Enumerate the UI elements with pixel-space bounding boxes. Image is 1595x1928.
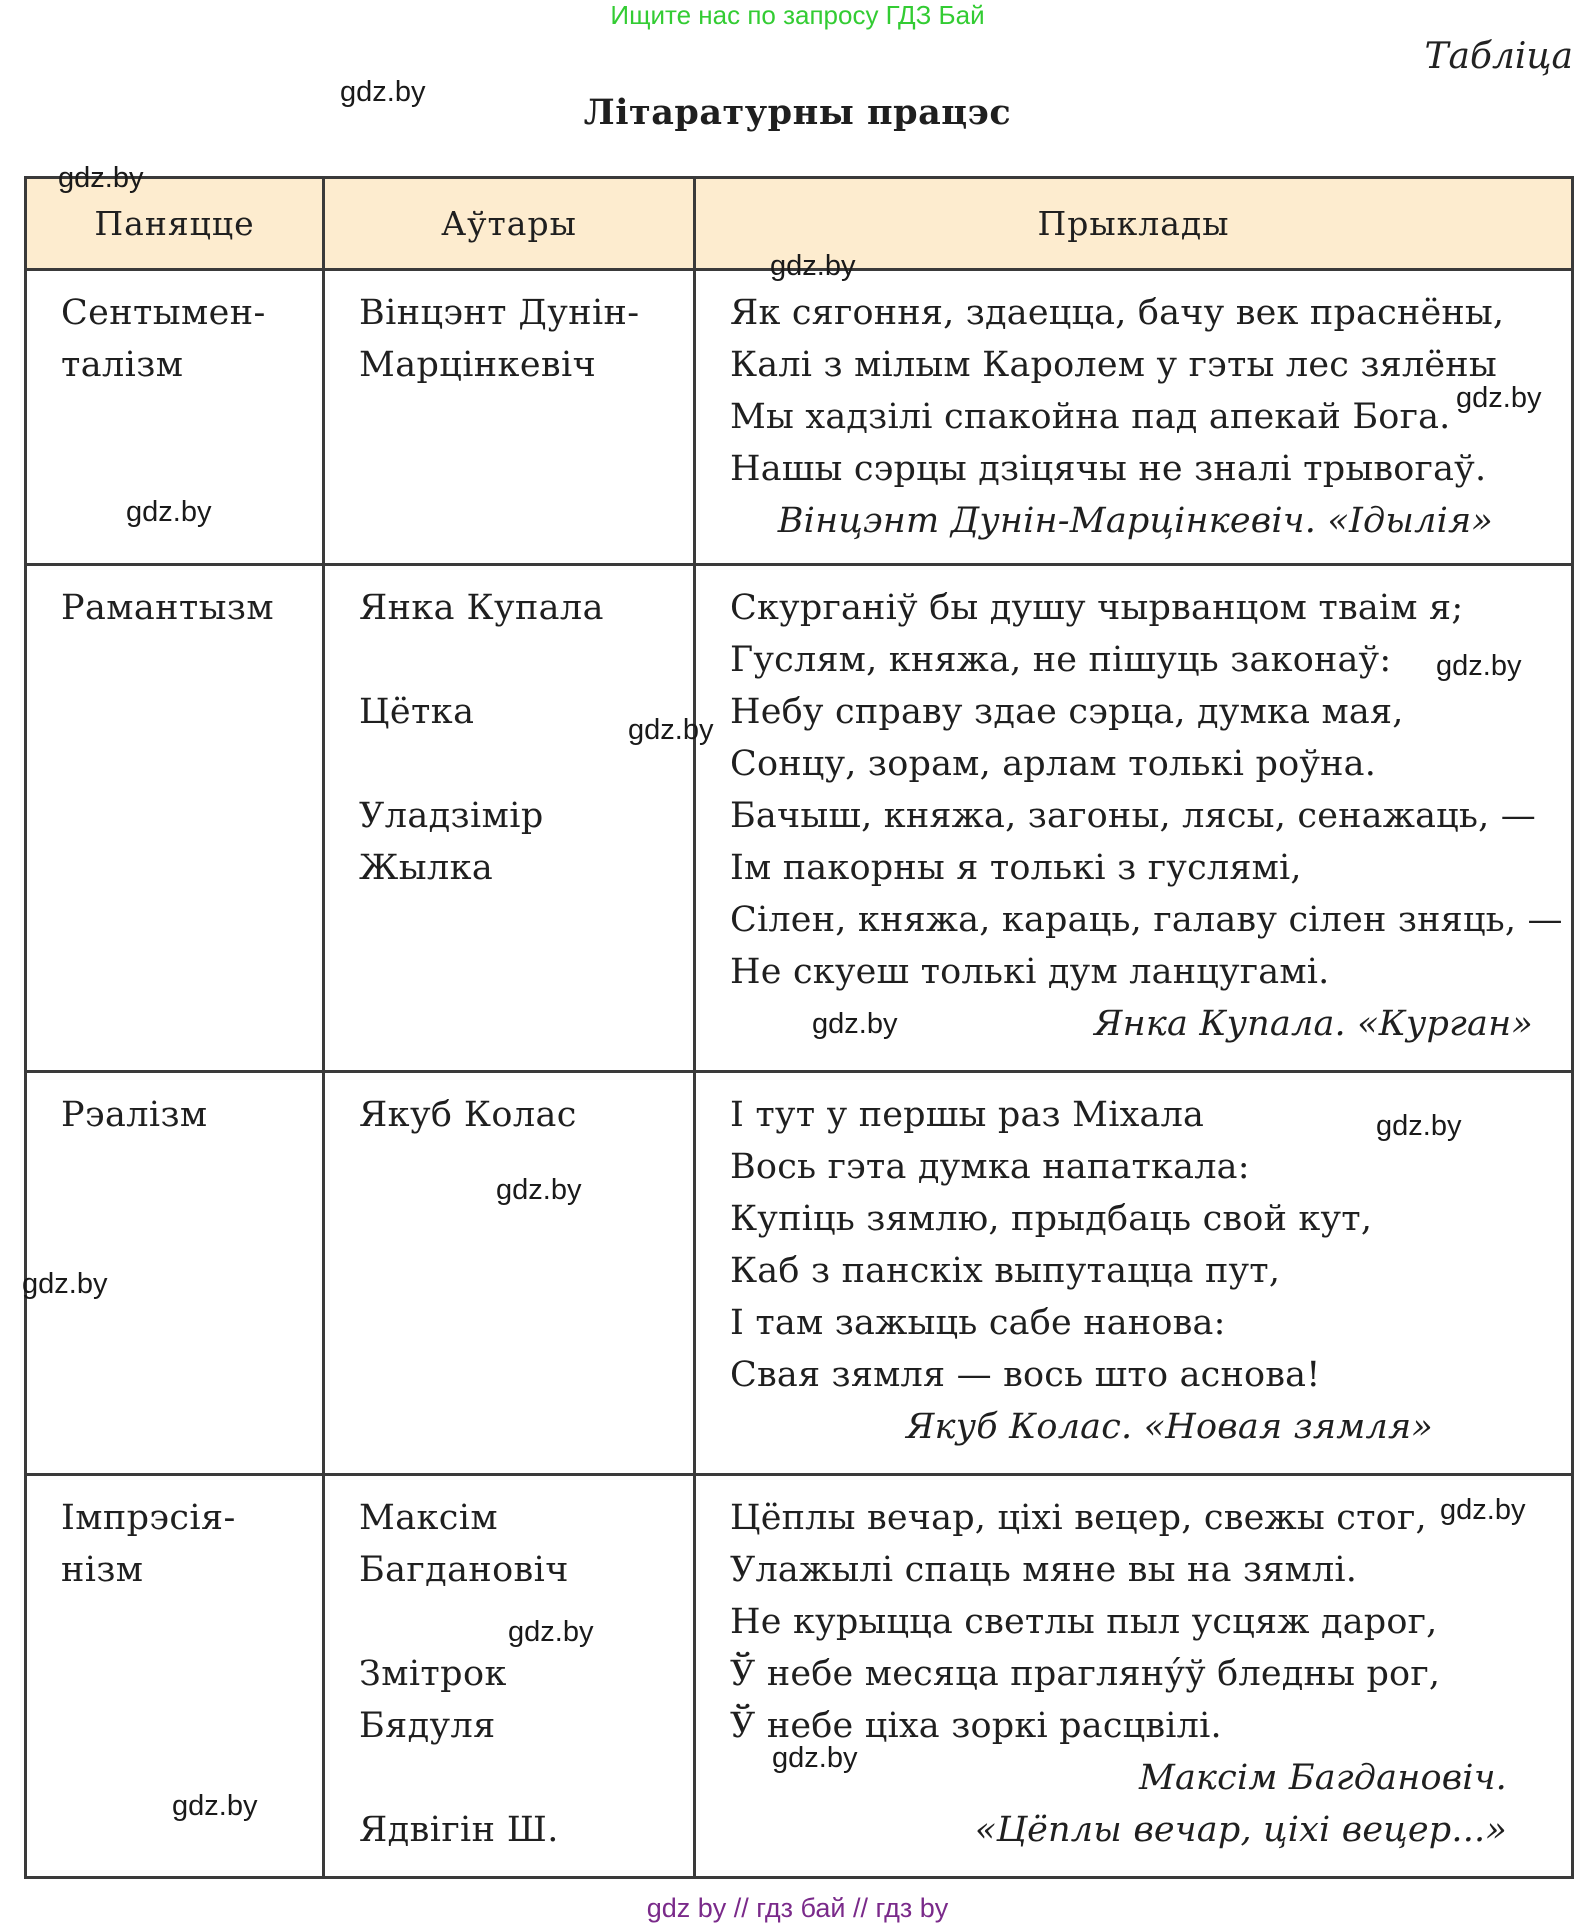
author-line: Цётка	[359, 692, 475, 732]
poem-line: Як сягоння, здаецца, бачу век праснёны,	[730, 293, 1505, 333]
poem-line: Калі з мілым Каролем у гэты лес зялёны	[730, 345, 1497, 385]
poem-line: Бачыш, княжа, загоны, лясы, сенажаць, —	[730, 796, 1536, 836]
poem-attribution: Максім Багдановіч.	[1138, 1758, 1507, 1798]
watermark: gdz.by	[508, 1616, 594, 1648]
watermark: gdz.by	[496, 1174, 582, 1206]
watermark: gdz.by	[126, 496, 212, 528]
watermark: gdz.by	[22, 1268, 108, 1300]
watermark: gdz.by	[1436, 650, 1522, 682]
search-banner: Ищите нас по запросу ГДЗ Бай	[610, 0, 985, 30]
watermark: gdz.by	[812, 1008, 898, 1040]
poem-line: Свая зямля — вось што аснова!	[730, 1355, 1321, 1395]
watermark: gdz.by	[770, 250, 856, 282]
poem-line: Купіць зямлю, прыдбаць свой кут,	[730, 1199, 1373, 1239]
watermark: gdz.by	[172, 1790, 258, 1822]
header-authors: Аўтары	[324, 178, 695, 270]
poem-line: І там зажыць сабе нанова:	[730, 1303, 1226, 1343]
poem-line: Улажылі спаць мяне вы на зямлі.	[730, 1550, 1358, 1590]
author-line: Вінцэнт Дунін-	[359, 293, 640, 333]
watermark: gdz.by	[772, 1742, 858, 1774]
example-cell	[695, 270, 1573, 565]
literary-process-table	[24, 176, 1574, 1879]
poem-attribution: Якуб Колас. «Новая зямля»	[906, 1407, 1433, 1447]
poem-attribution: Янка Купала. «Курган»	[1094, 1004, 1533, 1044]
authors-cell	[324, 565, 695, 1072]
author-line: Бядуля	[359, 1706, 496, 1746]
watermark: gdz.by	[1376, 1110, 1462, 1142]
poem-line: Ў небе ціха зоркі расцвілі.	[730, 1706, 1222, 1746]
poem-attribution: «Цёплы вечар, ціхі вецер...»	[974, 1810, 1507, 1850]
poem-line: Скурганіў бы душу чырванцом тваім я;	[730, 588, 1464, 628]
header-concept: Паняцце	[26, 178, 324, 270]
poem-line: І тут у першы раз Міхала	[730, 1095, 1205, 1135]
author-line: Змітрок	[359, 1654, 507, 1694]
poem-line: Гуслям, княжа, не пішуць законаў:	[730, 640, 1392, 680]
author-line: Марцінкевіч	[359, 345, 597, 385]
watermark: gdz.by	[58, 162, 144, 194]
concept-line: Рамантызм	[61, 588, 274, 628]
poem-line: Цёплы вечар, ціхі вецер, свежы стог,	[730, 1498, 1427, 1538]
poem-line: Сілен, княжа, караць, галаву сілен зняць, —	[730, 900, 1563, 940]
table-row	[26, 1072, 1573, 1475]
concept-cell	[26, 565, 324, 1072]
concept-line: Імпрэсія-	[61, 1498, 236, 1538]
author-line: Ядвігін Ш.	[359, 1810, 559, 1850]
author-line: Жылка	[359, 848, 494, 888]
poem-line: Ў небе месяца прагляну́ў бледны рог,	[730, 1654, 1441, 1694]
footer-links: gdz by // гдз бай // гдз by	[646, 1893, 949, 1923]
table-row	[26, 1475, 1573, 1878]
table-label: Табліца	[1424, 36, 1573, 77]
poem-line: Сонцу, зорам, арлам толькі роўна.	[730, 744, 1377, 784]
table-row	[26, 270, 1573, 565]
author-line: Янка Купала	[359, 588, 604, 628]
example-cell	[695, 1475, 1573, 1878]
concept-line: Сентымен-	[61, 293, 266, 333]
poem-line: Нашы сэрцы дзіцячы не зналі трывогаў.	[730, 449, 1487, 489]
author-line: Багдановіч	[359, 1550, 569, 1590]
author-line: Якуб Колас	[359, 1095, 577, 1135]
poem-line: Каб з панскіх выпутацца пут,	[730, 1251, 1281, 1291]
concept-line: нізм	[61, 1550, 144, 1590]
watermark: gdz.by	[628, 714, 714, 746]
poem-line: Вось гэта думка напаткала:	[730, 1147, 1250, 1187]
concept-line: талізм	[61, 345, 184, 385]
poem-line: Не скуеш толькі дум ланцугамі.	[730, 952, 1330, 992]
authors-cell	[324, 1072, 695, 1475]
concept-line: Рэалізм	[61, 1095, 208, 1135]
watermark: gdz.by	[340, 76, 426, 108]
poem-line: Мы хадзілі спакойна пад апекай Бога.	[730, 397, 1451, 437]
poem-line: Не курыцца светлы пыл усцяж дарог,	[730, 1602, 1438, 1642]
header-examples: Прыклады	[695, 178, 1573, 270]
example-cell	[695, 565, 1573, 1072]
poem-attribution: Вінцэнт Дунін-Марцінкевіч. «Ідылія»	[777, 501, 1493, 541]
author-line: Уладзімір	[359, 796, 544, 836]
table-row	[26, 565, 1573, 1072]
page-title: Літаратурны працэс	[583, 92, 1012, 133]
watermark: gdz.by	[1440, 1494, 1526, 1526]
poem-line: Небу справу здае сэрца, думка мая,	[730, 692, 1404, 732]
authors-cell	[324, 1475, 695, 1878]
author-line: Максім	[359, 1498, 498, 1538]
authors-cell	[324, 270, 695, 565]
watermark: gdz.by	[1456, 382, 1542, 414]
poem-line: Ім пакорны я толькі з гуслямі,	[730, 848, 1302, 888]
